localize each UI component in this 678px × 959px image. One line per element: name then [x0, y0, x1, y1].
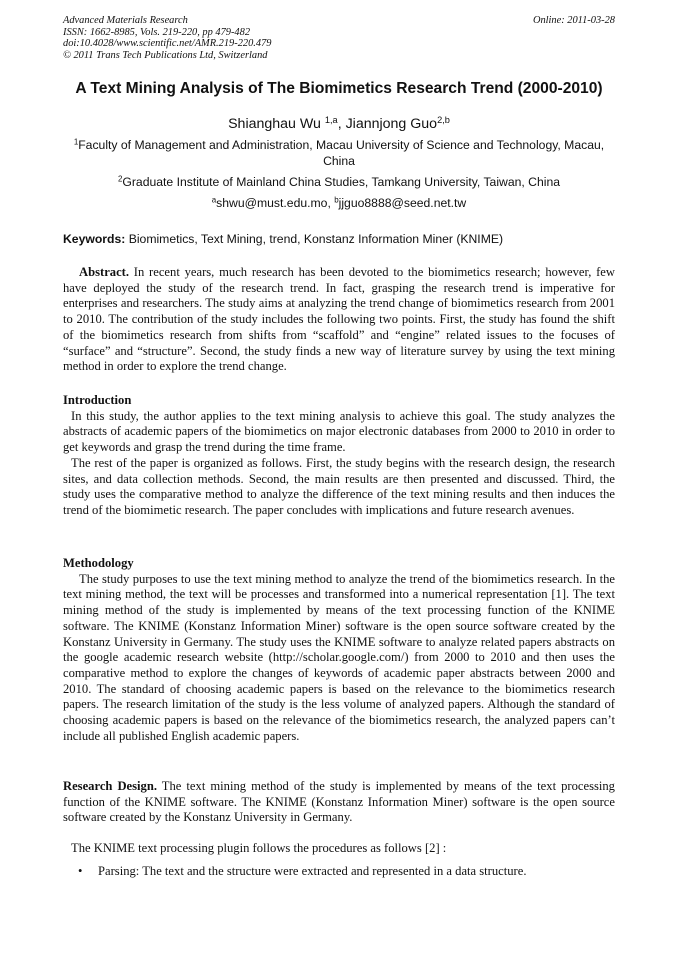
affiliation-mark: 2: [117, 174, 123, 184]
online-date: Online: 2011-03-28: [532, 15, 615, 26]
abstract-text: In recent years, much research has been devoted to the biomimetics research; however, few have deployed the study of the research trend. In fact, grasping the research trend is imperative for enterprises and researchers. The study aims at analyzing the trend change of biomimetics research from 2001 to 2010. The contribution of the study includes the following two points. First, the study has found the shift of the biomimetics research from shifts from “scaffold” and “engine” related issues to the focuses of “surface” and “structure”. Second, the study finds a new way of literature survey by using the text mining method in order to explore the trend change.: [63, 265, 615, 374]
affiliation-1: [63, 138, 615, 169]
keywords-label: Keywords:: [63, 232, 126, 246]
email-mark: b: [334, 195, 339, 205]
affiliation-text: Graduate Institute of Mainland China Studies, Tamkang University, Taiwan, China: [122, 175, 561, 189]
research-design-label: Research Design.: [63, 779, 157, 793]
author-separator: ,: [337, 116, 346, 132]
email-separator: ,: [327, 196, 335, 210]
email-mark: a: [211, 195, 217, 205]
paragraph: The text mining method of the study is implemented by means of the text processing function of the KNIME software. The KNIME (Konstanz Information Miner) software is the open source software created by the Konstanz University in Germany.: [63, 779, 615, 825]
abstract-label: Abstract.: [79, 265, 130, 279]
paragraph: The study purposes to use the text mining method to analyze the trend of the biomimetics research. In the text mining method, the text will be processes and transformed into a numerical representation [1]. The text mining method of the study is implemented by means of the text processing function of the KNIME software. The KNIME (Konstanz Information Miner) software is the open source software created by the Konstanz University in Germany. The study uses the KNIME software to analyze related papers abstracts on the google academic research website (http://scholar.google.com/) from 2000 to 2010 and then uses the comparative method to explore the changes of keywords of academic paper abstracts between 2000 and 2010. The standard of choosing academic papers is based on the relevance to the biomimetics research papers. The research limitation of the study is the less volume of analyzed papers. Although the standard of choosing academic papers is based on the relevance of the biomimetics research, the analyzed papers can’t include all published English academic papers.: [63, 571, 615, 743]
methodology-section: [63, 556, 615, 744]
copyright-line: © 2011 Trans Tech Publications Ltd, Switzerland: [63, 49, 268, 61]
affiliation-mark: 1: [73, 137, 79, 147]
research-design-section: [63, 779, 615, 826]
affiliation-text: Faculty of Management and Administration, Macau University of Science and Technology, Macau, China: [78, 138, 605, 168]
abstract-section: [63, 265, 615, 375]
email-line: [63, 196, 615, 212]
list-item-text: Parsing: The text and the structure were extracted and represented in a data structure.: [98, 864, 527, 878]
affiliation-2: [63, 175, 615, 191]
author-line: [63, 116, 615, 132]
bullet-icon: •: [78, 864, 83, 878]
journal-name: Advanced Materials Research: [63, 15, 188, 26]
author-name: Jiannjong Guo: [345, 116, 438, 132]
email-address: jjguo8888@seed.net.tw: [338, 196, 467, 210]
journal-header: [63, 15, 615, 61]
paragraph: In this study, the author applies to the text mining analysis to achieve this goal. The study analyzes the abstracts of academic papers of the biomimetics on major electronic databases from 2000 to 2010 in order to get keywords and grasp the trend during the time frame.: [63, 408, 615, 455]
plugin-intro: The KNIME text processing plugin follows the procedures as follows [2] :: [71, 841, 447, 855]
email-address: shwu@must.edu.mo: [216, 196, 328, 210]
paper-title: A Text Mining Analysis of The Biomimetics Research Trend (2000-2010): [75, 80, 603, 97]
section-heading: Methodology: [63, 556, 134, 570]
section-heading: Introduction: [63, 393, 132, 407]
author-affiliation-mark: 1,a: [324, 114, 338, 125]
introduction-section: [63, 393, 615, 519]
keywords-line: [63, 232, 615, 246]
author-affiliation-mark: 2,b: [437, 114, 450, 125]
author-name: Shianghau Wu: [228, 116, 325, 132]
paragraph: The rest of the paper is organized as follows. First, the study begins with the research design, the research sites, and data collection methods. Second, the main results are then presented and discussed. Third, the study uses the comparative method to analyze the difference of the text mining results and then induces the trend of the biomimetic research. The paper concludes with implications and future research avenues.: [63, 455, 615, 517]
keywords-text: Biomimetics, Text Mining, trend, Konstanz Information Miner (KNIME): [125, 232, 504, 246]
doi-line: doi:10.4028/www.scientific.net/AMR.219-220.479: [63, 38, 272, 50]
issn-line: ISSN: 1662-8985, Vols. 219-220, pp 479-482: [63, 26, 251, 38]
